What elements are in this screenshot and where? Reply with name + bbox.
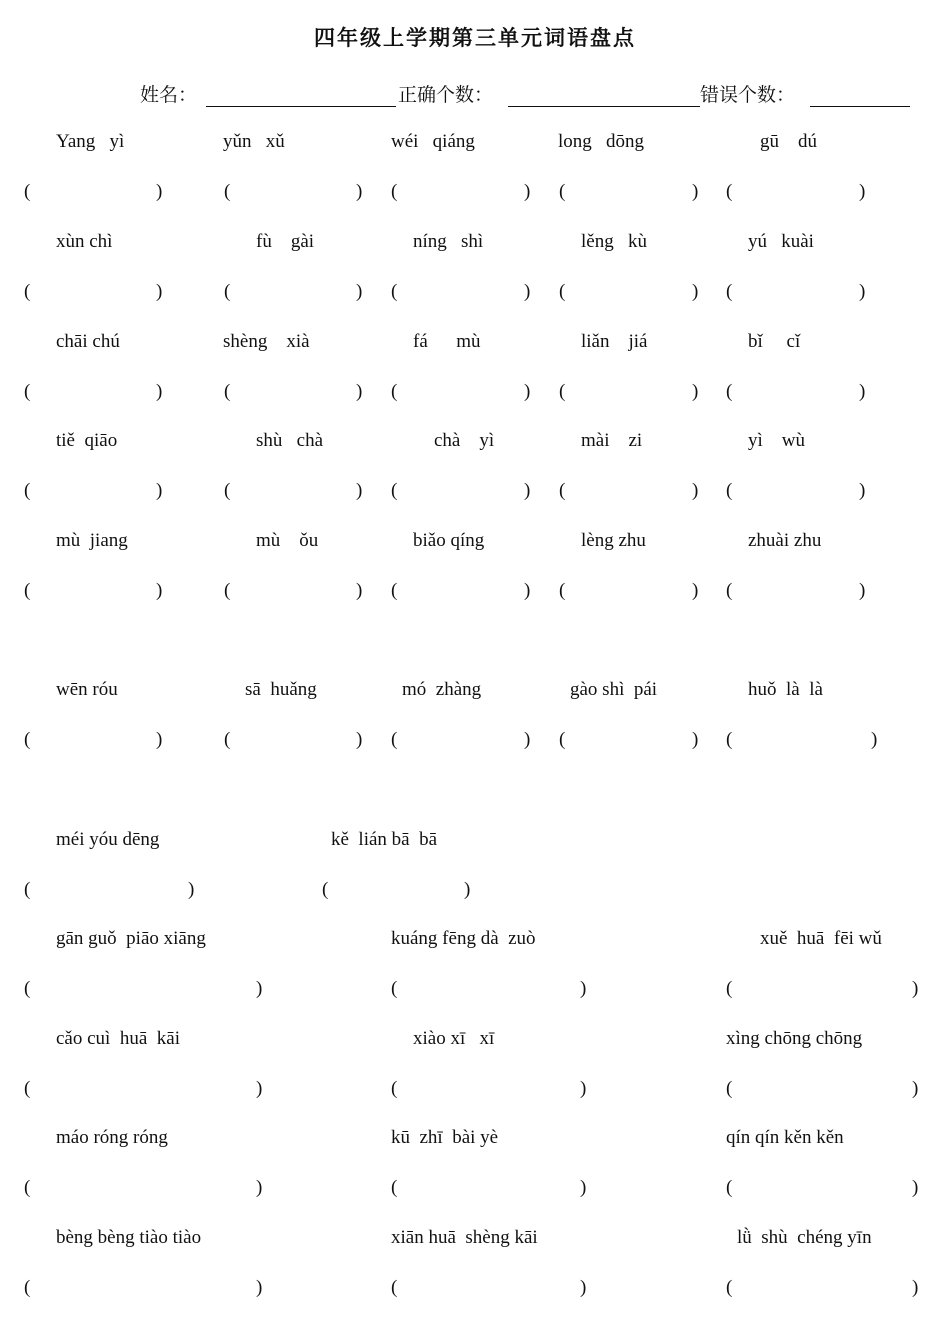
- answer-close-paren: ): [156, 480, 163, 501]
- answer-blank[interactable]: [34, 1275, 252, 1303]
- answer-open-paren: (: [24, 281, 31, 302]
- answer-close-paren: ): [859, 480, 866, 501]
- pinyin-prompt: lèng zhu: [581, 530, 646, 551]
- pinyin-prompt: lǜ shù chéng yīn: [737, 1227, 872, 1248]
- answer-close-paren: ): [859, 281, 866, 302]
- answer-close-paren: ): [464, 879, 471, 900]
- answer-close-paren: ): [580, 978, 587, 999]
- answer-close-paren: ): [524, 480, 531, 501]
- answer-blank[interactable]: [736, 1275, 908, 1303]
- page-title: 四年级上学期第三单元词语盘点: [314, 25, 636, 50]
- answer-blank[interactable]: [234, 379, 352, 407]
- answer-blank[interactable]: [569, 727, 688, 755]
- answer-blank[interactable]: [234, 478, 352, 506]
- answer-blank[interactable]: [736, 1076, 908, 1104]
- answer-open-paren: (: [391, 1078, 398, 1099]
- pinyin-prompt: xùn chì: [56, 231, 113, 252]
- pinyin-prompt: long dōng: [558, 131, 645, 152]
- pinyin-prompt: shèng xià: [223, 331, 310, 352]
- answer-blank[interactable]: [34, 578, 152, 606]
- answer-blank[interactable]: [234, 179, 352, 207]
- answer-blank[interactable]: [401, 1175, 576, 1203]
- pinyin-prompt: cǎo cuì huā kāi: [56, 1028, 180, 1049]
- answer-blank[interactable]: [34, 379, 152, 407]
- answer-close-paren: ): [524, 281, 531, 302]
- answer-open-paren: (: [24, 580, 31, 601]
- answer-close-paren: ): [692, 381, 699, 402]
- answer-close-paren: ): [156, 381, 163, 402]
- answer-close-paren: ): [356, 729, 363, 750]
- pinyin-prompt: bǐ cǐ: [748, 331, 801, 352]
- answer-open-paren: (: [726, 1078, 733, 1099]
- answer-open-paren: (: [24, 879, 31, 900]
- answer-blank[interactable]: [34, 1175, 252, 1203]
- pinyin-prompt: mó zhàng: [402, 679, 482, 700]
- answer-blank[interactable]: [401, 727, 520, 755]
- answer-close-paren: ): [692, 580, 699, 601]
- answer-open-paren: (: [24, 1078, 31, 1099]
- answer-open-paren: (: [726, 181, 733, 202]
- answer-blank[interactable]: [34, 179, 152, 207]
- pinyin-prompt: yǔn xǔ: [223, 131, 285, 152]
- answer-open-paren: (: [726, 1277, 733, 1298]
- pinyin-prompt: bèng bèng tiào tiào: [56, 1227, 202, 1248]
- wrong-count-label: 错误个数：: [700, 84, 796, 106]
- answer-open-paren: (: [391, 281, 398, 302]
- answer-open-paren: (: [24, 381, 31, 402]
- answer-open-paren: (: [24, 181, 31, 202]
- answer-close-paren: ): [156, 729, 163, 750]
- pinyin-prompt: wéi qiáng: [391, 131, 475, 152]
- pinyin-prompt: mù jiang: [56, 530, 128, 551]
- answer-close-paren: ): [256, 978, 263, 999]
- correct-count-label: 正确个数：: [398, 84, 494, 106]
- answer-open-paren: (: [559, 281, 566, 302]
- correct-count-field[interactable]: [508, 106, 700, 107]
- answer-open-paren: (: [224, 729, 231, 750]
- answer-open-paren: (: [24, 729, 31, 750]
- answer-blank[interactable]: [332, 877, 460, 905]
- answer-blank[interactable]: [401, 976, 576, 1004]
- answer-open-paren: (: [24, 1177, 31, 1198]
- answer-blank[interactable]: [34, 1076, 252, 1104]
- answer-open-paren: (: [391, 480, 398, 501]
- answer-close-paren: ): [524, 580, 531, 601]
- answer-blank[interactable]: [736, 976, 908, 1004]
- pinyin-prompt: zhuài zhu: [748, 530, 822, 551]
- answer-open-paren: (: [24, 480, 31, 501]
- answer-close-paren: ): [859, 381, 866, 402]
- pinyin-prompt: mù ǒu: [256, 530, 319, 551]
- answer-blank[interactable]: [401, 379, 520, 407]
- pinyin-prompt: yì wù: [748, 430, 805, 451]
- answer-open-paren: (: [224, 181, 231, 202]
- answer-close-paren: ): [156, 281, 163, 302]
- pinyin-prompt: Yang yì: [56, 131, 125, 152]
- answer-blank[interactable]: [401, 1076, 576, 1104]
- pinyin-prompt: chà yì: [434, 430, 495, 451]
- answer-open-paren: (: [224, 580, 231, 601]
- name-label: 姓名：: [140, 84, 198, 106]
- answer-open-paren: (: [559, 181, 566, 202]
- pinyin-prompt: biǎo qíng: [413, 530, 485, 551]
- answer-close-paren: ): [912, 1078, 919, 1099]
- answer-blank[interactable]: [34, 279, 152, 307]
- answer-close-paren: ): [256, 1277, 263, 1298]
- answer-open-paren: (: [391, 1177, 398, 1198]
- answer-open-paren: (: [224, 281, 231, 302]
- pinyin-prompt: qín qín kěn kěn: [726, 1127, 844, 1148]
- pinyin-prompt: gū dú: [760, 131, 817, 152]
- pinyin-prompt: xiào xī xī: [413, 1028, 495, 1049]
- answer-open-paren: (: [391, 1277, 398, 1298]
- answer-blank[interactable]: [736, 1175, 908, 1203]
- answer-blank[interactable]: [736, 578, 855, 606]
- answer-close-paren: ): [580, 1177, 587, 1198]
- answer-close-paren: ): [256, 1177, 263, 1198]
- pinyin-prompt: kuáng fēng dà zuò: [391, 928, 536, 949]
- pinyin-prompt: máo róng róng: [56, 1127, 168, 1148]
- answer-blank[interactable]: [736, 179, 855, 207]
- pinyin-prompt: liǎn jiá: [581, 331, 648, 352]
- answer-close-paren: ): [524, 181, 531, 202]
- answer-close-paren: ): [859, 580, 866, 601]
- answer-blank[interactable]: [34, 877, 184, 905]
- answer-open-paren: (: [391, 181, 398, 202]
- answer-close-paren: ): [912, 978, 919, 999]
- answer-blank[interactable]: [234, 727, 352, 755]
- answer-close-paren: ): [156, 181, 163, 202]
- answer-blank[interactable]: [234, 279, 352, 307]
- answer-blank[interactable]: [401, 478, 520, 506]
- answer-blank[interactable]: [569, 179, 688, 207]
- pinyin-prompt: gào shì pái: [570, 679, 658, 700]
- answer-blank[interactable]: [401, 1275, 576, 1303]
- answer-close-paren: ): [188, 879, 195, 900]
- answer-blank[interactable]: [401, 279, 520, 307]
- answer-blank[interactable]: [736, 727, 867, 755]
- pinyin-prompt: xuě huā fēi wǔ: [760, 928, 882, 949]
- answer-blank[interactable]: [736, 279, 855, 307]
- answer-close-paren: ): [912, 1277, 919, 1298]
- answer-blank[interactable]: [34, 478, 152, 506]
- answer-open-paren: (: [322, 879, 329, 900]
- pinyin-prompt: sā huǎng: [245, 679, 317, 700]
- answer-open-paren: (: [559, 580, 566, 601]
- answer-open-paren: (: [726, 480, 733, 501]
- answer-open-paren: (: [391, 580, 398, 601]
- answer-blank[interactable]: [736, 379, 855, 407]
- answer-open-paren: (: [391, 729, 398, 750]
- pinyin-prompt: níng shì: [413, 231, 484, 252]
- answer-close-paren: ): [692, 181, 699, 202]
- answer-open-paren: (: [726, 729, 733, 750]
- answer-open-paren: (: [559, 381, 566, 402]
- pinyin-prompt: mài zi: [581, 430, 643, 451]
- pinyin-prompt: tiě qiāo: [56, 430, 118, 451]
- answer-close-paren: ): [692, 281, 699, 302]
- pinyin-prompt: lěng kù: [581, 231, 647, 252]
- pinyin-prompt: huǒ là là: [748, 679, 823, 700]
- answer-close-paren: ): [859, 181, 866, 202]
- pinyin-prompt: gān guǒ piāo xiāng: [56, 928, 206, 949]
- answer-close-paren: ): [356, 580, 363, 601]
- pinyin-prompt: kě lián bā bā: [331, 829, 438, 850]
- answer-open-paren: (: [726, 580, 733, 601]
- answer-open-paren: (: [559, 729, 566, 750]
- answer-close-paren: ): [692, 480, 699, 501]
- answer-close-paren: ): [356, 181, 363, 202]
- answer-open-paren: (: [224, 381, 231, 402]
- answer-close-paren: ): [356, 381, 363, 402]
- answer-close-paren: ): [524, 381, 531, 402]
- answer-open-paren: (: [726, 1177, 733, 1198]
- answer-open-paren: (: [391, 978, 398, 999]
- answer-close-paren: ): [356, 480, 363, 501]
- answer-open-paren: (: [224, 480, 231, 501]
- answer-close-paren: ): [580, 1277, 587, 1298]
- answer-close-paren: ): [871, 729, 878, 750]
- answer-close-paren: ): [156, 580, 163, 601]
- answer-open-paren: (: [24, 1277, 31, 1298]
- answer-blank[interactable]: [569, 279, 688, 307]
- pinyin-prompt: xìng chōng chōng: [726, 1028, 863, 1049]
- answer-blank[interactable]: [34, 976, 252, 1004]
- answer-open-paren: (: [726, 281, 733, 302]
- answer-close-paren: ): [692, 729, 699, 750]
- answer-blank[interactable]: [234, 578, 352, 606]
- answer-open-paren: (: [559, 480, 566, 501]
- answer-close-paren: ): [580, 1078, 587, 1099]
- pinyin-prompt: kū zhī bài yè: [391, 1127, 499, 1148]
- pinyin-prompt: wēn róu: [56, 679, 118, 700]
- wrong-count-field[interactable]: [810, 106, 910, 107]
- answer-blank[interactable]: [569, 478, 688, 506]
- answer-blank[interactable]: [34, 727, 152, 755]
- answer-blank[interactable]: [569, 379, 688, 407]
- answer-blank[interactable]: [401, 179, 520, 207]
- answer-open-paren: (: [726, 978, 733, 999]
- answer-open-paren: (: [24, 978, 31, 999]
- pinyin-prompt: shù chà: [256, 430, 324, 451]
- answer-close-paren: ): [524, 729, 531, 750]
- answer-close-paren: ): [256, 1078, 263, 1099]
- pinyin-prompt: yú kuài: [748, 231, 814, 252]
- name-field[interactable]: [206, 106, 396, 107]
- pinyin-prompt: chāi chú: [56, 331, 120, 352]
- pinyin-prompt: méi yóu dēng: [56, 829, 160, 850]
- pinyin-prompt: xiān huā shèng kāi: [391, 1227, 538, 1248]
- pinyin-prompt: fá mù: [413, 331, 481, 352]
- answer-blank[interactable]: [569, 578, 688, 606]
- answer-close-paren: ): [356, 281, 363, 302]
- answer-open-paren: (: [726, 381, 733, 402]
- answer-blank[interactable]: [401, 578, 520, 606]
- pinyin-prompt: fù gài: [256, 231, 315, 252]
- answer-open-paren: (: [391, 381, 398, 402]
- answer-blank[interactable]: [736, 478, 855, 506]
- answer-close-paren: ): [912, 1177, 919, 1198]
